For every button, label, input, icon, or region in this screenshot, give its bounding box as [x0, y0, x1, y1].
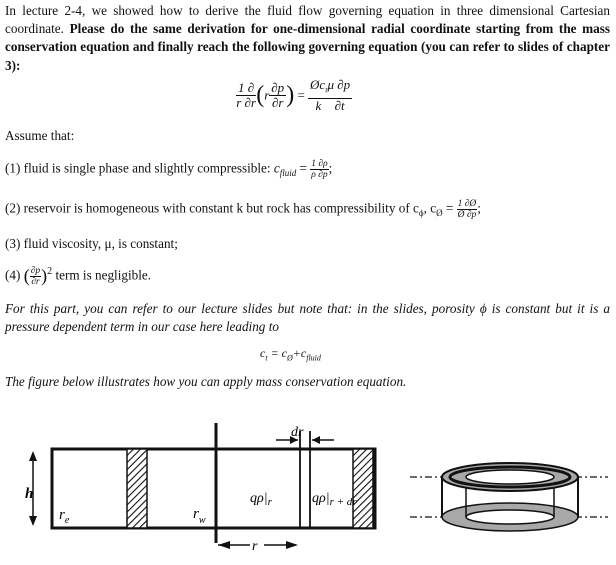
- reservoir-diagram: [0, 405, 616, 565]
- q-rdr-label: [312, 491, 357, 508]
- c-fluid-sub: fluid: [279, 168, 297, 179]
- re-sub: e: [64, 515, 70, 526]
- eq-rhs-fraction: [308, 78, 352, 113]
- intro-bold-text: Please do the same derivation for one-dimensional radial coordinate starting from the mass conservation equation and finally reach the following governing equation (you can refer to slides of chapter 3):: [5, 21, 610, 73]
- a1-den: ρ ∂p: [311, 170, 328, 180]
- a4-num: ∂p: [30, 265, 41, 276]
- eq-inner-num: ∂p: [271, 79, 285, 95]
- ct-eq: = c: [267, 346, 287, 360]
- ct-equation: [260, 345, 321, 367]
- rw-sub: w: [198, 515, 206, 526]
- intro-text: In lecture 2-4, we showed how to derive the fluid flow governing equation in three dimensional Cartesian coordinate.: [5, 3, 610, 37]
- re-r: r: [59, 507, 65, 523]
- reservoir-box: [52, 449, 375, 528]
- ct-sub2: fluid: [306, 353, 321, 363]
- assumption-2-text: (2) reservoir is homogeneous with constant k but rock has compressibility of c: [5, 200, 419, 216]
- eq-rhs-num-a: Øc: [310, 77, 326, 92]
- h-label: h: [25, 486, 34, 502]
- assumption-2: (2) reservoir is homogeneous with constant k but rock has compressibility of $c_\phi$, $c_Ø$ = $\frac{1 \partial Ø}{Ø \partial p}$ ;: [5, 199, 481, 220]
- q2-sub: r + dr: [329, 496, 357, 508]
- h-arrowhead-bottom: [29, 516, 37, 526]
- right-paren: ): [286, 81, 295, 108]
- ct-lhs: c: [260, 346, 266, 360]
- a2-sub: ϕ: [418, 208, 424, 219]
- assumption-1-text: (1) fluid is single phase and slightly compressible:: [5, 160, 274, 176]
- a4-prefix: (4): [5, 267, 24, 283]
- q-r-label: [250, 491, 273, 508]
- ct-sub1: Ø: [287, 353, 293, 363]
- a2-sub2: Ø: [436, 208, 443, 219]
- eq-lhs-fraction: [236, 81, 256, 110]
- eq-inner-fraction: [269, 81, 286, 110]
- a1-num: 1 ∂ρ: [311, 159, 328, 169]
- q2-text: qρ|: [312, 491, 330, 506]
- eq-rhs-den: k ∂t: [315, 97, 345, 113]
- ct-plus: +c: [292, 346, 307, 360]
- eq-rhs-num-b: μ ∂p: [327, 77, 351, 92]
- eq-lhs-den: r ∂r: [236, 94, 256, 110]
- eq-rhs-sub: t: [325, 85, 328, 95]
- r-arrowhead-right: [286, 541, 298, 549]
- eq-lhs-num: 1 ∂: [238, 79, 255, 95]
- assume-heading: Assume that:: [5, 128, 75, 143]
- wellbore-hatch-right: [353, 449, 373, 528]
- a2-num: 1 ∂Ø: [457, 199, 477, 209]
- a4-lparen: (: [23, 265, 30, 286]
- assumption-1: (1) fluid is single phase and slightly compressible: $c_{fluid}$ = $\frac{1 \partial\rho}{\rho \partial p}$ ;: [5, 159, 333, 180]
- c-fluid-symbol: c: [273, 160, 280, 176]
- eq-equals: =: [297, 87, 305, 103]
- rw-r: r: [193, 506, 199, 522]
- a4-suffix: term is negligible.: [52, 267, 152, 283]
- cyl-top-inner: [466, 470, 554, 484]
- q1-text: qρ|: [250, 491, 268, 506]
- assumption-4: [5, 263, 151, 287]
- assumption-2-fraction: [457, 199, 478, 220]
- cyl-bottom-inner: [466, 510, 554, 524]
- a2-den: Ø ∂p: [457, 210, 477, 220]
- r-label: r: [252, 539, 258, 554]
- a4-fraction: [30, 266, 41, 287]
- dr-arrowhead-right: [312, 436, 320, 444]
- a4-rparen: ): [41, 265, 48, 286]
- figure-caption: The figure below illustrates how you can apply mass conservation equation.: [5, 374, 407, 389]
- cylinder-3d: [410, 463, 608, 531]
- rw-label: [193, 506, 206, 526]
- wellbore-hatch-left: [127, 449, 147, 528]
- a4-den: ∂r: [31, 276, 40, 287]
- assumption-3: (3) fluid viscosity, μ, is constant;: [5, 236, 178, 251]
- eq-r: r: [264, 87, 270, 103]
- intro-paragraph: [5, 2, 610, 75]
- eq-rhs-num: [308, 78, 352, 99]
- left-paren: (: [256, 81, 265, 108]
- a4-exp: 2: [47, 266, 53, 277]
- assumption-1-fraction: [310, 159, 328, 180]
- ct-lhs-sub: t: [265, 353, 268, 363]
- governing-equation: [236, 78, 352, 113]
- r-arrowhead-left: [218, 541, 230, 549]
- a2-mid: , c: [423, 200, 437, 216]
- eq-inner-den: ∂r: [271, 94, 284, 110]
- h-arrowhead-top: [29, 451, 37, 461]
- note-paragraph: For this part, you can refer to our lecture slides but note that: in the slides, porosity ϕ is constant but it is a pressure dependent term in our case here leading to: [5, 301, 610, 334]
- dr-label: dr: [291, 425, 304, 440]
- re-label: [59, 507, 70, 526]
- q1-sub: r: [267, 496, 272, 508]
